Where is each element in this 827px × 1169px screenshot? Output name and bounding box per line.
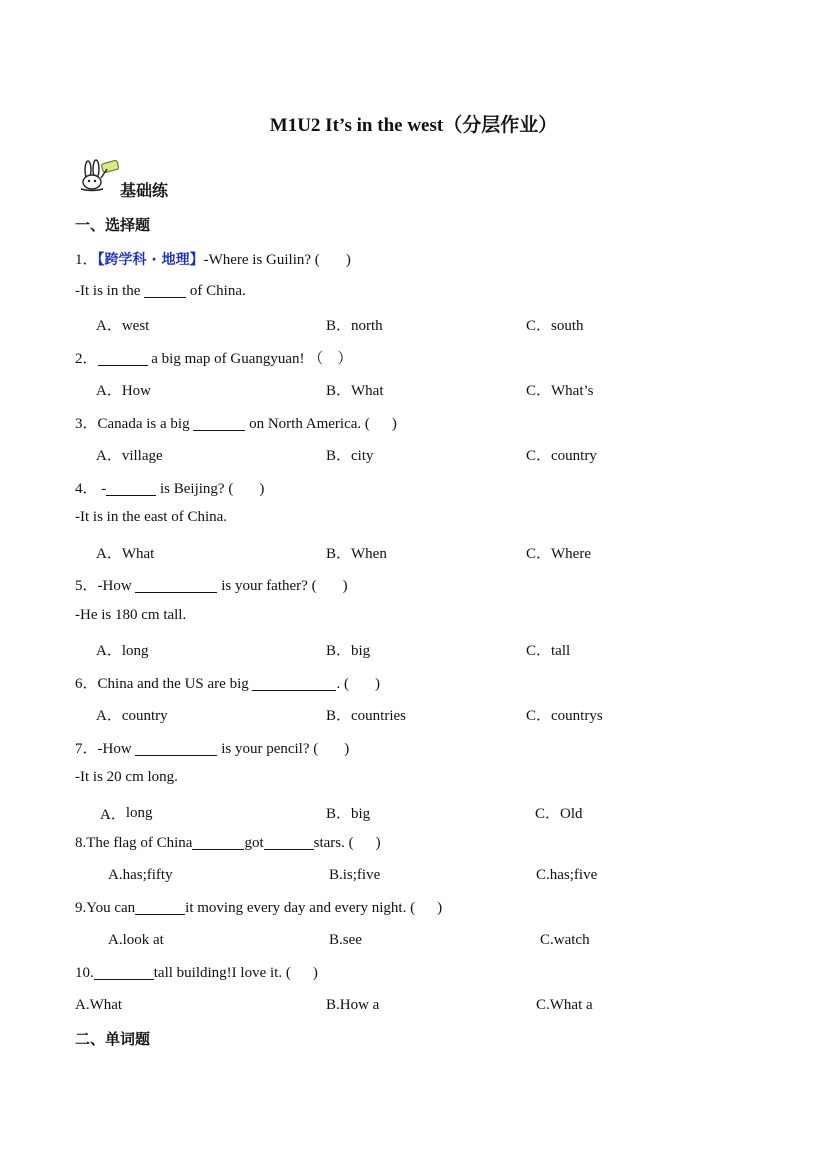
question-5 (75, 574, 348, 595)
question-text: it moving every day and every night. ( (185, 900, 416, 916)
option-c[interactable]: C.watch (540, 932, 590, 948)
option-c[interactable]: C.What a (536, 997, 593, 1013)
answer-blank[interactable] (94, 964, 154, 980)
question-text: is your father? ( (221, 578, 317, 594)
option-letter: A． (100, 807, 126, 823)
option-b[interactable]: B．When (326, 546, 387, 562)
question-7 (75, 737, 349, 758)
option-c[interactable]: C.has;five (536, 867, 598, 883)
question-text: tall building!I love it. ( (153, 965, 291, 981)
option-c[interactable]: C．Where (526, 546, 591, 562)
question-text: a big map of Guangyuan! （ (151, 351, 324, 367)
option-a[interactable] (100, 803, 153, 824)
question-8 (75, 834, 381, 852)
question-close: ) (375, 835, 381, 851)
option-a[interactable]: A．What (96, 546, 155, 562)
question-3 (75, 412, 397, 433)
question-number: 6． (75, 676, 98, 692)
answer-blank[interactable] (193, 415, 245, 431)
question-text: - (101, 481, 107, 497)
question-close: ) (391, 416, 397, 432)
option-c[interactable]: C．countrys (526, 708, 603, 724)
option-a[interactable]: A．village (96, 448, 163, 464)
question-text: -It is in the (75, 283, 141, 299)
question-4-line2: -It is in the east of China. (75, 509, 228, 525)
option-a[interactable]: A．country (96, 708, 168, 724)
option-b[interactable]: B．city (326, 448, 374, 464)
question-close: ) (374, 676, 380, 692)
question-6 (75, 672, 380, 693)
question-text: 8.The flag of China (75, 835, 193, 851)
question-text: on North America. ( (249, 416, 370, 432)
option-b[interactable]: B．What (326, 383, 384, 399)
option-b[interactable]: B.is;five (329, 867, 381, 883)
question-text: is your pencil? ( (221, 741, 319, 757)
option-b[interactable]: B．north (326, 318, 383, 334)
question-2 (75, 347, 352, 368)
option-a[interactable]: A．long (96, 643, 149, 659)
question-text: 10. (75, 965, 94, 981)
option-c[interactable]: C．south (526, 318, 584, 334)
question-number: 1． (75, 252, 98, 268)
answer-blank[interactable] (135, 740, 217, 756)
answer-blank[interactable] (264, 834, 314, 850)
answer-blank[interactable] (144, 282, 186, 298)
question-close: ） (337, 351, 353, 367)
question-4 (75, 477, 264, 498)
option-b[interactable]: B.How a (326, 997, 380, 1013)
question-number: 4． (75, 481, 98, 497)
question-number: 5． (75, 578, 98, 594)
option-a[interactable]: A.has;fifty (108, 867, 173, 883)
question-close: ) (259, 481, 265, 497)
answer-blank[interactable] (106, 480, 156, 496)
question-close: ) (437, 900, 443, 916)
answer-blank[interactable] (98, 350, 148, 366)
option-a[interactable]: A.look at (108, 932, 164, 948)
question-text: -Where is Guilin? ( (203, 252, 320, 268)
part2-heading: 二、单词题 (75, 1030, 151, 1048)
question-text: of China. (189, 283, 246, 299)
question-text: 9.You can (75, 900, 136, 916)
question-10 (75, 964, 318, 982)
question-9 (75, 899, 442, 917)
answer-blank[interactable] (135, 899, 185, 915)
option-b[interactable]: B．big (326, 643, 371, 659)
question-1-line2 (75, 282, 246, 300)
option-c[interactable]: C．tall (526, 643, 571, 659)
question-7-line2: -It is 20 cm long. (75, 769, 178, 785)
question-number: 3． (75, 416, 98, 432)
question-text: got (244, 835, 264, 851)
option-c[interactable]: C．Old (535, 806, 583, 822)
option-b[interactable]: B.see (329, 932, 362, 948)
option-b[interactable]: B．big (326, 806, 371, 822)
question-text: China and the US are big (97, 676, 249, 692)
option-c[interactable]: C．country (526, 448, 597, 464)
question-text: . ( (336, 676, 349, 692)
option-a[interactable]: A.What (75, 997, 123, 1013)
page-title: M1U2 It’s in the west（分层作业） (269, 115, 558, 136)
question-number: 2． (75, 351, 98, 367)
option-b[interactable]: B．countries (326, 708, 406, 724)
answer-blank[interactable] (192, 834, 244, 850)
rabbit-holding-sign-icon (76, 158, 120, 192)
option-c[interactable]: C．What’s (526, 383, 594, 399)
question-number: 7． (75, 741, 98, 757)
question-text: Canada is a big (97, 416, 190, 432)
answer-blank[interactable] (252, 675, 336, 691)
question-text: -How (97, 578, 132, 594)
question-1 (75, 248, 351, 269)
option-a[interactable]: A．How (96, 383, 151, 399)
option-a[interactable]: A．west (96, 318, 150, 334)
question-close: ) (312, 965, 318, 981)
answer-blank[interactable] (135, 577, 217, 593)
question-5-line2: -He is 180 cm tall. (75, 607, 187, 623)
option-text: long (125, 805, 153, 821)
cross-subject-tag: 【跨学科 · 地理】 (97, 252, 204, 268)
question-close: ) (342, 578, 348, 594)
basic-practice-label: 基础练 (120, 181, 169, 200)
question-text: -How (97, 741, 132, 757)
question-text: stars. ( (313, 835, 354, 851)
question-close: ) (344, 741, 350, 757)
part1-heading: 一、选择题 (75, 216, 151, 234)
question-text: is Beijing? ( (160, 481, 234, 497)
question-close: ) (345, 252, 351, 268)
